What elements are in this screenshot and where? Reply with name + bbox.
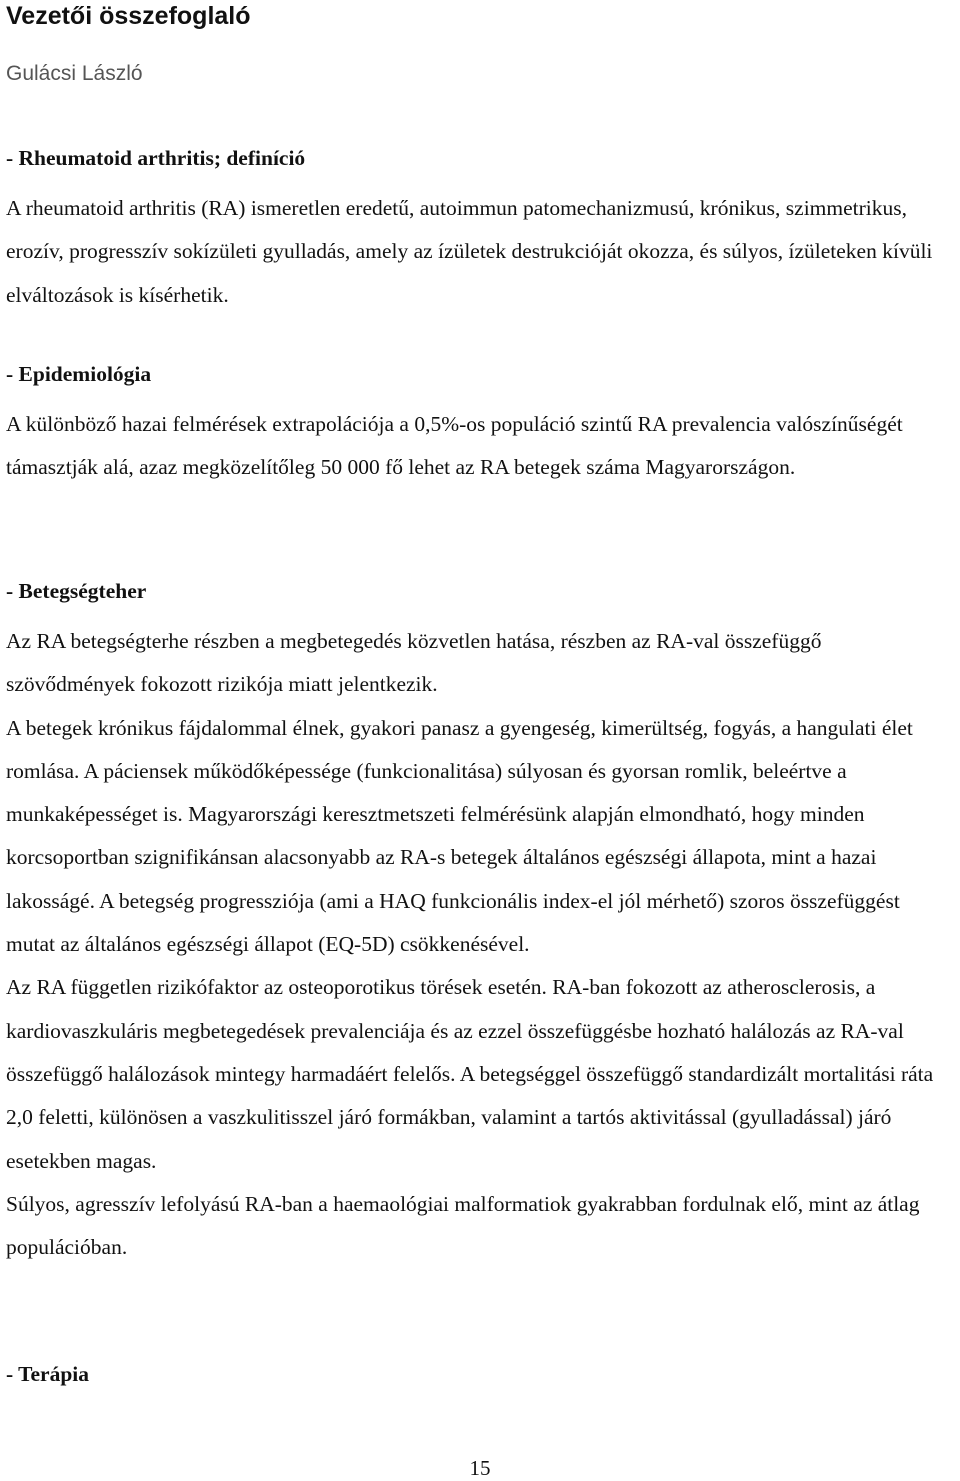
section-therapy xyxy=(6,1360,954,1403)
page-title: Vezetői összefoglaló xyxy=(6,2,251,30)
body-paragraph: Az RA független rizikófaktor az osteoporotikus törések esetén. RA-ban fokozott az atherosclerosis, a kardiovaszkuláris megbetegedések prevalenciája és az ezzel összefüggésbe hozható halálozás az RA-val összefüggő halálozások mintegy harmadáért felelős. A betegséggel összefüggő standardizált mortalitási ráta 2,0 feletti, különösen a vaszkulitisszel járó formákban, valamint a tartós aktivitással (gyulladással) járó esetekben magas. xyxy=(6,975,934,1173)
section-disease-burden xyxy=(6,577,954,1269)
section-epidemiology xyxy=(6,360,954,490)
page-number: 15 xyxy=(469,1456,491,1480)
body-paragraph: A rheumatoid arthritis (RA) ismeretlen eredetű, autoimmun patomechanizmusú, krónikus, szimmetrikus, erozív, progresszív sokízületi gyulladás, amely az ízületek destrukcióját okozza, és súlyos, ízületeken kívüli elváltozások is kísérhetik. xyxy=(6,196,933,307)
section-heading: - Betegségteher xyxy=(6,579,147,603)
body-paragraph: A betegek krónikus fájdalommal élnek, gyakori panasz a gyengeség, kimerültség, fogyás, a hangulati élet romlása. A páciensek működőképessége (funkcionalitása) súlyosan és gyorsan romlik, beleértve a munkaképességet is. Magyarországi keresztmetszeti felmérésünk alapján elmondható, hogy minden korcsoportban szignifikánsan alacsonyabb az RA-s betegek általános egészségi állapota, mint a hazai lakosságé. A betegség progressziója (ami a HAQ funkcionális index-el jól mérhető) szoros összefüggést mutat az általános egészségi állapot (EQ-5D) csökkenésével. xyxy=(6,715,913,957)
section-definition xyxy=(6,144,954,317)
author-name: Gulácsi László xyxy=(6,62,143,85)
body-paragraph: Az RA betegségterhe részben a megbetegedés közvetlen hatása, részben az RA-val összefüggő szövődmények fokozott rizikója miatt jelentkezik. xyxy=(6,629,822,697)
body-paragraph: A különböző hazai felmérések extrapolációja a 0,5%-os populáció szintű RA prevalencia valószínűségét támasztják alá, azaz megközelítőleg 50 000 fő lehet az RA betegek száma Magyarországon. xyxy=(6,412,903,480)
section-heading: - Epidemiológia xyxy=(6,362,152,386)
section-heading: - Rheumatoid arthritis; definíció xyxy=(6,146,306,170)
section-heading: - Terápia xyxy=(6,1362,90,1386)
body-paragraph: Súlyos, agresszív lefolyású RA-ban a haemaológiai malformatiok gyakrabban fordulnak elő, mint az átlag populációban. xyxy=(6,1191,920,1260)
